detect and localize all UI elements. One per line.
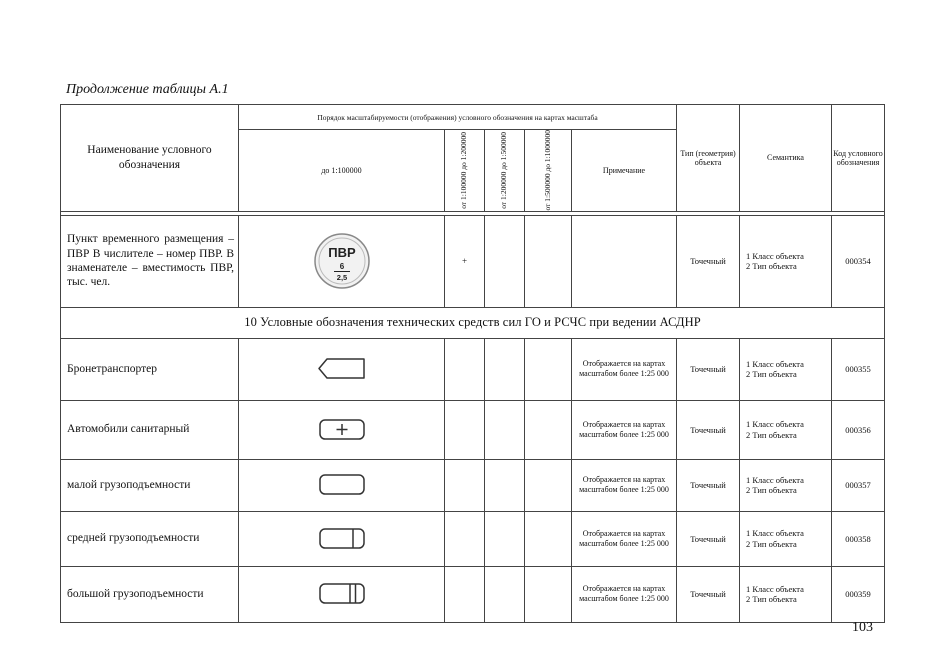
empty-cell [485,459,525,511]
medium-truck-icon [317,527,367,551]
row-code: 000357 [832,459,885,511]
table-row [61,338,885,400]
apc-icon [317,357,367,381]
row-name: малой грузоподъемности [61,459,239,511]
pvr-symbol-icon [312,231,372,291]
row-note: Отображается на картах масштабом более 1:25 000 [572,338,677,400]
empty-cell [525,215,572,307]
row-semantics: 1 Класс объекта 2 Тип объекта [740,400,832,459]
row-name: Автомобили санитарный [61,400,239,459]
row-code: 000355 [832,338,885,400]
empty-cell [525,566,572,622]
pvr-symbol-denominator: 2,5 [336,273,347,283]
row-code: 000358 [832,511,885,566]
symbol-cell [239,566,445,622]
row-semantics: 1 Класс объекта 2 Тип объекта [740,566,832,622]
row-code: 000359 [832,566,885,622]
header-scale-3-cell [485,130,525,212]
row-type: Точечный [677,566,740,622]
light-truck-icon [317,473,367,497]
header-scale-1: до 1:100000 [239,130,445,212]
symbol-cell [239,400,445,459]
row-type: Точечный [677,459,740,511]
row-type: Точечный [677,338,740,400]
row-code: 000356 [832,400,885,459]
ambulance-icon [317,418,367,442]
page-number: 103 [852,620,873,635]
symbol-cell [239,338,445,400]
table-row [61,566,885,622]
row-type: Точечный [677,400,740,459]
row-name: большой грузоподъемности [61,566,239,622]
table-caption: Продолжение таблицы А.1 [66,82,229,97]
table-row [61,400,885,459]
row-type: Точечный [677,511,740,566]
empty-cell [485,511,525,566]
header-scale-4-cell [525,130,572,212]
header-scale-3: от 1:200000 до 1:500000 [499,131,509,209]
empty-cell [572,215,677,307]
empty-cell [525,338,572,400]
header-type: Тип (геометрия) объекта [677,105,740,212]
section-title: 10 Условные обозначения технических средств сил ГО и РСЧС при ведении АСДНР [61,307,885,338]
empty-cell [445,459,485,511]
row-semantics: 1 Класс объекта 2 Тип объекта [740,459,832,511]
table-row [61,459,885,511]
row-name: Пункт временного размещения – ПВР В числителе – номер ПВР. В знаменателе – вместимость ПВР, тыс. чел. [61,215,239,307]
row-note: Отображается на картах масштабом более 1:25 000 [572,459,677,511]
empty-cell [485,400,525,459]
pvr-symbol-numerator: 6 [339,262,344,272]
row-type: Точечный [677,215,740,307]
header-scale-group: Порядок масштабируемости (отображения) условного обозначения на картах масштаба [239,105,677,130]
empty-cell [445,338,485,400]
pvr-symbol-label: ПВР [327,245,356,261]
row-semantics: 1 Класс объекта 2 Тип объекта [740,215,832,307]
empty-cell [445,566,485,622]
symbol-cell [239,215,445,307]
row-semantics: 1 Класс объекта 2 Тип объекта [740,338,832,400]
empty-cell [525,459,572,511]
empty-cell [525,511,572,566]
row-name: средней грузоподъемности [61,511,239,566]
row-name: Бронетранспортер [61,338,239,400]
symbols-table [60,104,885,623]
empty-cell [485,215,525,307]
empty-cell [485,338,525,400]
row-note: Отображается на картах масштабом более 1:25 000 [572,511,677,566]
row-note: Отображается на картах масштабом более 1:25 000 [572,566,677,622]
table-row [61,511,885,566]
header-semantics: Семантика [740,105,832,212]
symbol-cell [239,511,445,566]
header-name: Наименование условного обозначения [61,105,239,212]
heavy-truck-icon [317,582,367,606]
header-scale-4: от 1:500000 до 1:1000000 [542,130,552,211]
header-scale-2-cell [445,130,485,212]
row-note: Отображается на картах масштабом более 1:25 000 [572,400,677,459]
empty-cell [485,566,525,622]
empty-cell [525,400,572,459]
table-row [61,215,885,307]
row-semantics: 1 Класс объекта 2 Тип объекта [740,511,832,566]
header-note: Примечание [572,130,677,212]
header-code: Код условного обозначения [832,105,885,212]
scale-mark: + [445,215,485,307]
symbol-cell [239,459,445,511]
row-code: 000354 [832,215,885,307]
header-scale-2: от 1:100000 до 1:200000 [459,131,469,209]
empty-cell [445,400,485,459]
empty-cell [445,511,485,566]
